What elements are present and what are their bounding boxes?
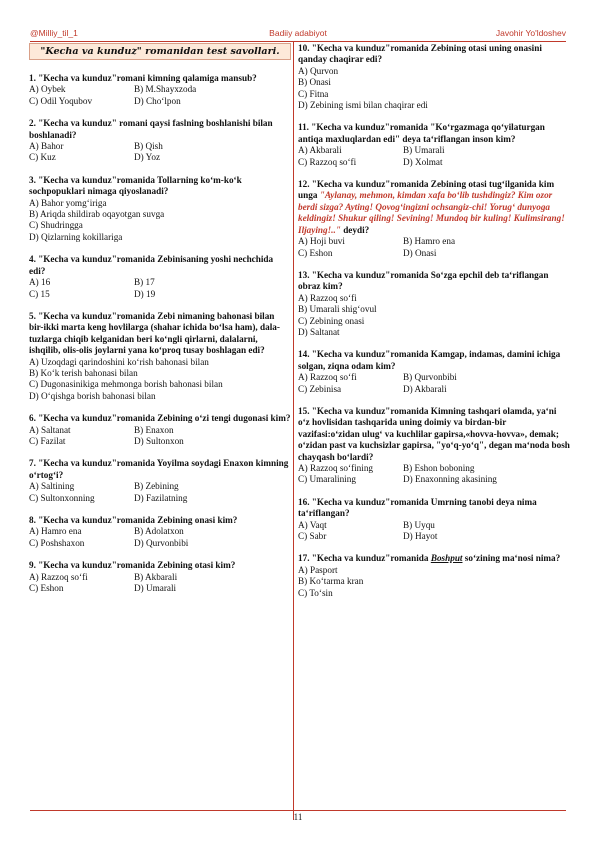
option: B) Ko‘tarma kran: [298, 576, 364, 587]
question-13: [298, 270, 570, 338]
options: [298, 293, 570, 339]
options: [29, 481, 291, 504]
question-15: [298, 406, 570, 486]
question-text: 15. "Kecha va kunduz"romanida Kimning tashqari olamda, ya‘ni o‘z hovlisidan tashqarida uning doimiy va birdan-bir vazifasi:o‘zidan ulug‘ va kuchlilar gapirsa,«hovva-hovva», demak; o‘zidan past va kuchsizlar gapirsa, "yo‘q-yo‘q", degan ma‘noda bosh chayqash bo‘lardi?: [298, 405, 570, 462]
option: C) Razzoq so‘fi: [298, 156, 357, 167]
question-text: 16. "Kecha va kunduz"romanida Umrning tanobi deya nima ta‘riflangan?: [298, 496, 537, 519]
options: [29, 277, 291, 300]
option: B) 17: [134, 277, 155, 288]
question-14: [298, 349, 570, 395]
option: A) Razzoq so‘fining: [298, 463, 374, 473]
question-12: [298, 179, 570, 259]
option: C) Umaralining: [298, 474, 356, 485]
subject-label: Badiiy adabiyot: [269, 28, 327, 38]
option: D) Saltanat: [298, 326, 340, 337]
option: B) Hamro ena: [403, 236, 456, 247]
options: [298, 520, 570, 543]
options: [298, 565, 570, 599]
option: B) Zebining: [134, 481, 179, 492]
question-text: 8. "Kecha va kunduz"romanida Zebining onasi kim?: [29, 515, 238, 525]
question-11: [298, 122, 570, 168]
question-text: [298, 179, 570, 236]
channel-handle: @Milliy_til_1: [30, 28, 78, 38]
header-rule: [30, 41, 566, 42]
option: D) Fazilatning: [134, 492, 188, 503]
option: A) Razzoq so‘fi: [29, 571, 88, 582]
option: A) Akbarali: [298, 145, 342, 156]
options: [29, 572, 291, 595]
option: A) Hoji buvi: [298, 236, 345, 247]
option: C) Fitna: [298, 88, 329, 99]
question-text: 6. "Kecha va kunduz"romanida Zebining o‘zi tengi dugonasi kim?: [29, 413, 291, 424]
question-text: 1. "Kecha va kunduz"romani kimning qalamiga mansub?: [29, 73, 257, 83]
question-7: [29, 458, 291, 504]
option: C) Kuz: [29, 152, 56, 163]
option: A) Razzoq so‘fi: [298, 372, 357, 383]
footer-rule: [30, 810, 566, 811]
question-text: 7. "Kecha va kunduz"romanida Yoyilma soydagi Enaxon kimning o‘rtog‘i?: [29, 458, 289, 480]
options: [298, 66, 570, 112]
option: C) Zebining onasi: [298, 315, 365, 326]
question-3: [29, 175, 291, 243]
option: A) Qurvon: [298, 65, 339, 76]
option: C) 15: [29, 288, 50, 299]
option: D) O‘qishga borish bahonasi bilan: [29, 390, 156, 401]
option: A) Vaqt: [298, 519, 327, 530]
question-text: 10. "Kecha va kunduz"romanida Zebining otasi uning onasini qanday chaqirar edi?: [298, 43, 542, 65]
option: B) Onasi: [298, 77, 331, 88]
option: A) Bahor: [29, 141, 64, 152]
option: A) Saltining: [29, 481, 75, 492]
question-17: [298, 553, 570, 599]
option: B) Eshon boboning: [403, 463, 475, 473]
option: B) Akbarali: [134, 571, 178, 582]
question-text: 3. "Kecha va kunduz"romanida Tollarning ko‘m-ko‘k sochpopuklari nimaga qiyoslanadi?: [29, 174, 242, 197]
options: [29, 198, 291, 244]
question-8: [29, 515, 291, 549]
option: A) Razzoq so‘fi: [298, 292, 357, 303]
option: B) M.Shayxzoda: [134, 84, 197, 95]
question-text-start: 17. "Kecha va kunduz"romanida: [298, 553, 431, 564]
question-1: [29, 73, 291, 107]
option: C) Eshon: [29, 583, 64, 594]
options: [29, 357, 291, 403]
column-divider: [293, 42, 294, 820]
question-text: 11. "Kecha va kunduz"romanida "Ko‘rgazmaga qo‘yilaturgan antiqa maxluqlardan edi" deya ta‘riflangan inson kim?: [298, 122, 545, 144]
option: C) Odil Yoqubov: [29, 95, 93, 106]
option: C) Dugonasinikiga mehmonga borish bahonasi bilan: [29, 379, 223, 390]
question-10: [298, 43, 570, 111]
question-text: 14. "Kecha va kunduz"romanida Kamgap, indamas, damini ichiga solgan, ziqna odam kim?: [298, 349, 561, 371]
quoted-phrase: "Aylanay, mehmon, kimdan xafa bo‘lib tushdingiz? Kim ozor berdi sizga? Ayting! Qovog‘ingizni ochsangiz-chi! Yorug‘ dunyoga keldingiz! Shukur qiling! Sevining! Mundoq bir kuling! Kulimsirang! Iljaying!..": [298, 190, 565, 235]
option: A) Saltanat: [29, 424, 71, 435]
question-text-start: 12. "Kecha va kunduz"romanida Zebining otasi tug‘ilganida kim unga: [298, 179, 555, 201]
option: C) To‘sin: [298, 587, 333, 598]
right-column: [298, 43, 570, 610]
option: A) Pasport: [298, 564, 338, 575]
option: D) Qurvonbibi: [134, 537, 189, 548]
option: D) Hayot: [403, 531, 438, 542]
question-9: [29, 560, 291, 594]
option: D) Onasi: [403, 247, 437, 258]
option: D) Yoz: [134, 152, 161, 163]
option: B) Adolatxon: [134, 526, 184, 537]
option: C) Eshon: [298, 247, 333, 258]
question-2: [29, 118, 291, 164]
option: B) Ko‘k terish bahonasi bilan: [29, 367, 138, 378]
option: B) Enaxon: [134, 424, 174, 435]
option: D) Akbarali: [403, 383, 447, 394]
question-6: [29, 413, 291, 447]
option: D) Qizlarning kokillariga: [29, 231, 123, 242]
option: C) Shudringga: [29, 220, 83, 231]
page-header: [30, 28, 566, 40]
option: C) Zebinisa: [298, 383, 342, 394]
option: A) Uzoqdagi qarindoshini ko‘rish bahonasi bilan: [29, 356, 209, 367]
question-text: 2. "Kecha va kunduz" romani qaysi faslning boshlanishi bilan boshlanadi?: [29, 118, 273, 140]
options: [29, 526, 291, 549]
option: B) Uyqu: [403, 519, 435, 530]
question-text: 13. "Kecha va kunduz"romanida So‘zga epchil deb ta‘riflangan obraz kim?: [298, 269, 549, 292]
option: D) Umarali: [134, 583, 177, 594]
option: D) Zebining ismi bilan chaqirar edi: [298, 100, 428, 111]
option: D) Cho‘lpon: [134, 95, 181, 106]
options: [298, 236, 570, 259]
option: B) Qurvonbibi: [403, 372, 457, 383]
author-name: Javohir Yo'ldoshev: [495, 28, 566, 38]
option: D) Enaxonning akasining: [403, 474, 497, 485]
option: A) Bahor yomg‘iriga: [29, 197, 107, 208]
question-text: 5. "Kecha va kunduz"romanida Zebi nimaning bahonasi bilan bir-ikki marta keng hovlilarga (shahar ichida bo‘lsa ham), dala-tuzlarga chiqib kelganidan beri ko‘ngli qirlarni, dalalarni, ishqilib, olis-olis joylarni yana ko‘proq tusay boshlagan edi?: [29, 310, 280, 356]
question-text-end: so‘zining ma‘nosi nima?: [462, 553, 561, 564]
underlined-word: Boshput: [430, 553, 463, 564]
option: D) Xolmat: [403, 156, 443, 167]
options: [298, 145, 570, 168]
option: B) Umarali shig‘ovul: [298, 304, 377, 315]
question-text: [298, 553, 570, 564]
question-4: [29, 254, 291, 300]
options: [29, 425, 291, 448]
option: C) Poshshaxon: [29, 537, 85, 548]
options: [29, 84, 291, 107]
page-number: 11: [293, 812, 303, 822]
option: C) Sultonxonning: [29, 492, 95, 503]
option: A) Hamro ena: [29, 526, 82, 537]
question-text: 4. "Kecha va kunduz"romanida Zebinisaning yoshi nechchida edi?: [29, 254, 274, 276]
option: B) Ariqda shildirab oqayotgan suvga: [29, 209, 165, 220]
test-title: "Kecha va kunduz" romanidan test savollari.: [29, 43, 291, 60]
option: A) 16: [29, 277, 51, 288]
option: D) Sultonxon: [134, 435, 184, 446]
question-text-end: deydi?: [340, 224, 370, 235]
question-16: [298, 497, 570, 543]
option: D) 19: [134, 288, 156, 299]
option: A) Oybek: [29, 84, 66, 95]
option: C) Sabr: [298, 531, 327, 542]
option: C) Fazilat: [29, 435, 66, 446]
option: B) Umarali: [403, 145, 445, 156]
options: [298, 372, 570, 395]
option: B) Qish: [134, 141, 163, 152]
question-text: 9. "Kecha va kunduz"romanida Zebining otasi kim?: [29, 560, 236, 571]
options: [298, 463, 570, 486]
question-5: [29, 311, 291, 402]
options: [29, 141, 291, 164]
left-column: [29, 43, 291, 605]
